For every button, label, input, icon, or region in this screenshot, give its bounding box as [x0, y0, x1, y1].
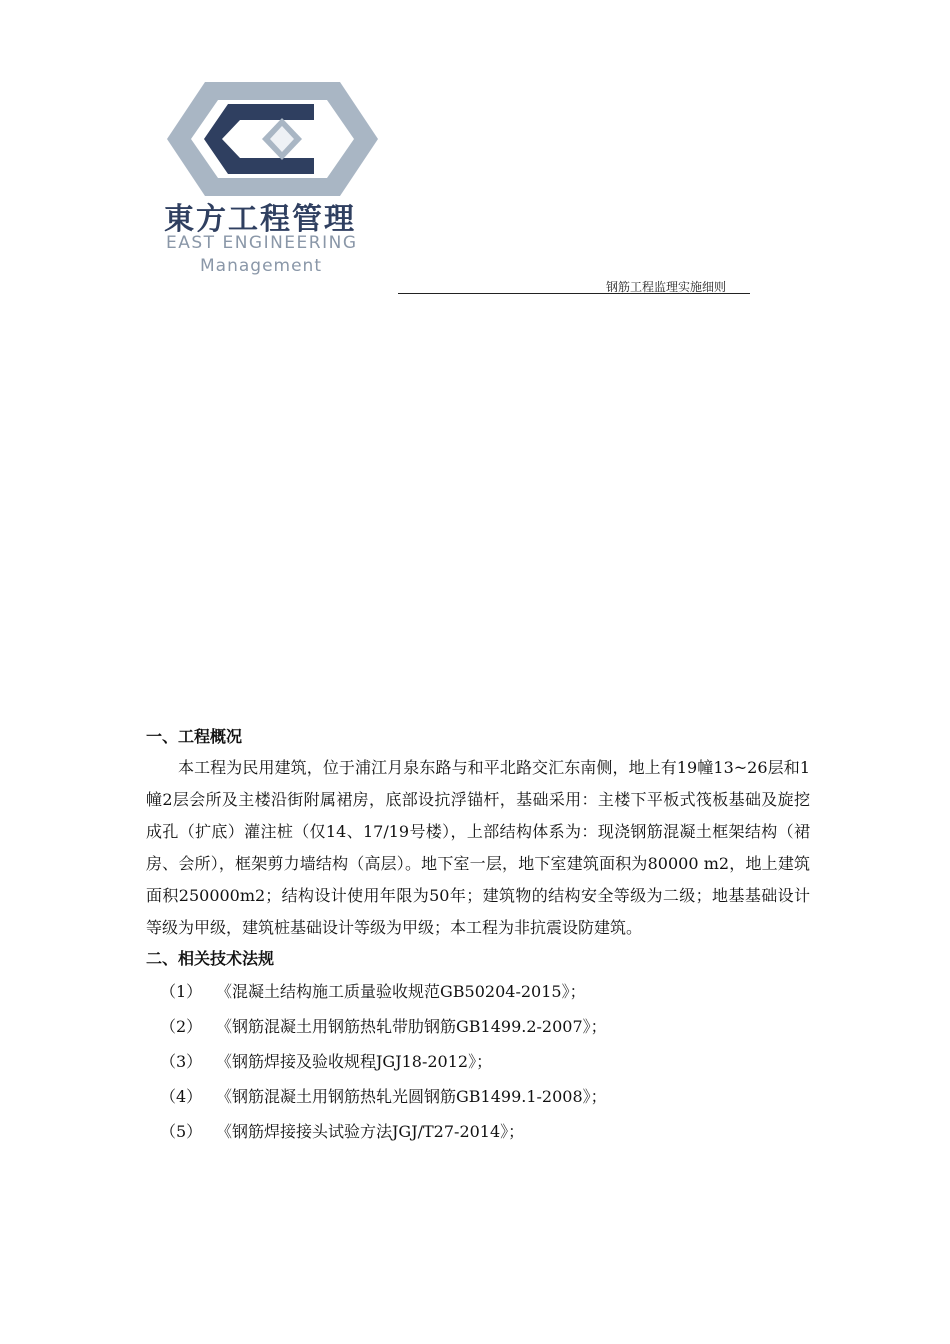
list-item — [146, 1009, 810, 1044]
document-body — [146, 722, 810, 1149]
list-item — [146, 974, 810, 1009]
list-item — [146, 1079, 810, 1114]
list-item-text: 《钢筋混凝土用钢筋热轧带肋钢筋GB1499.2-2007》； — [216, 1017, 607, 1036]
list-item-text: 《钢筋焊接接头试验方法JGJ/T27-2014》； — [216, 1122, 525, 1141]
list-item-number: （1） — [160, 982, 203, 1001]
logo-emblem-icon — [160, 80, 385, 198]
section-heading: 一、工程概况 — [146, 727, 243, 746]
section-heading: 二、相关技术法规 — [146, 949, 275, 968]
logo-english-line-2: Management — [200, 256, 322, 276]
list-item-text: 《钢筋混凝土用钢筋热轧光圆钢筋GB1499.1-2008》； — [216, 1087, 607, 1106]
list-item-text: 《混凝土结构施工质量验收规范GB50204-2015》； — [216, 982, 586, 1001]
project-overview-paragraph: 本工程为民用建筑，位于浦江月泉东路与和平北路交汇东南侧，地上有19幢13~26层和1幢2层会所及主楼沿街附属裙房，底部设抗浮锚杆，基础采用：主楼下平板式筏板基础及旋挖成孔（扩底）灌注桩（仅14、17/19号楼），上部结构体系为：现浇钢筋混凝土框架结构（裙房、会所），框架剪力墙结构（高层）。地下室一层，地下室建筑面积为80000 m2，地上建筑面积250000m2；结构设计使用年限为50年；建筑物的结构安全等级为二级；地基基础设计等级为甲级，建筑桩基础设计等级为甲级；本工程为非抗震设防建筑。 — [146, 758, 810, 937]
regulations-list — [146, 974, 810, 1149]
document-header-title: 钢筋工程监理实施细则 — [606, 280, 727, 294]
list-item-text: 《钢筋焊接及验收规程JGJ18-2012》； — [216, 1052, 493, 1071]
company-logo — [160, 80, 385, 285]
list-item-number: （5） — [160, 1122, 203, 1141]
list-item-number: （3） — [160, 1052, 203, 1071]
logo-chinese-name: 東方工程管理 — [164, 202, 356, 237]
list-item — [146, 1044, 810, 1079]
list-item-number: （2） — [160, 1017, 203, 1036]
logo-english-line-1: EAST ENGINEERING — [166, 233, 358, 253]
list-item — [146, 1114, 810, 1149]
list-item-number: （4） — [160, 1087, 203, 1106]
